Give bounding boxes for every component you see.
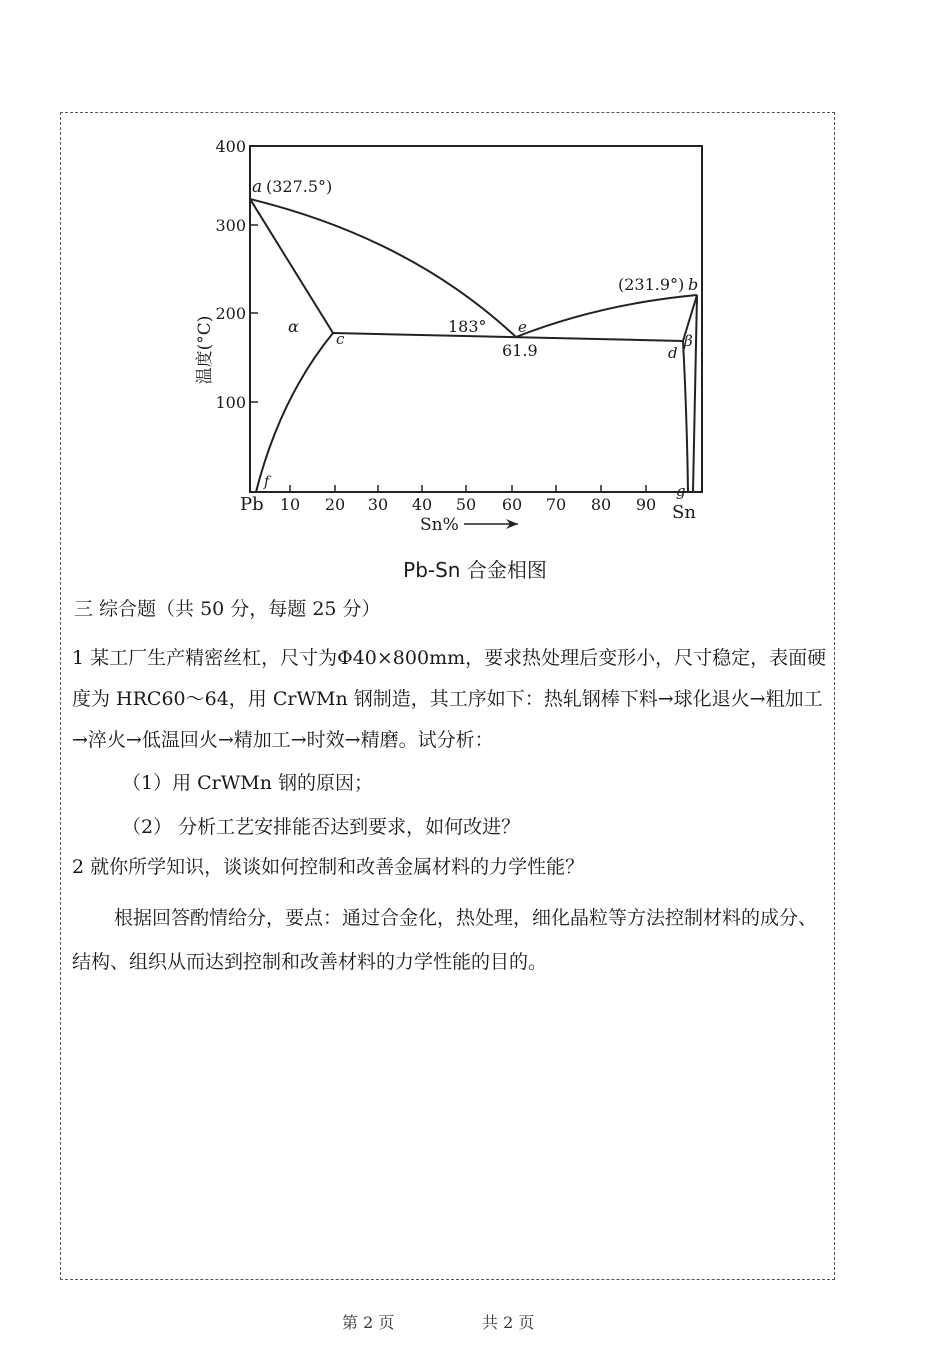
phase-alpha: α <box>288 317 299 336</box>
question-1-sub-1: （1）用 CrWMn 钢的原因； <box>122 772 374 794</box>
x-axis <box>290 485 646 492</box>
x-tick-90: 90 <box>635 495 657 514</box>
x-tick-10: 10 <box>279 495 301 514</box>
phase-boundaries <box>250 199 697 492</box>
x-tick-50: 50 <box>455 495 477 514</box>
answer-paragraph: 根据回答酌情给分，要点：通过合金化，热处理，细化晶粒等方法控制材料的成分、结构、组织从而达到控制和改善材料的力学性能的目的。 <box>72 907 818 973</box>
footer-page-number: 第 2 页 <box>342 1313 395 1332</box>
point-b: b <box>688 275 699 294</box>
x-axis-label: Sn% <box>420 515 459 535</box>
question-1: 1 某工厂生产精密丝杠，尺寸为Φ40×800mm，要求热处理后变形小，尺寸稳定，表面硬度为 HRC60～64，用 CrWMn 钢制造，其工序如下：热轧钢棒下料→球化退火→粗加工→淬火→低温回火→精加工→时效→精磨。试分析： <box>72 647 827 751</box>
point-a-temp: (327.5°) <box>266 177 333 196</box>
pb-sn-phase-diagram <box>180 128 740 548</box>
point-g: g <box>676 482 686 500</box>
point-f: f <box>264 474 270 490</box>
y-axis-label: 温度(°C) <box>195 315 215 385</box>
point-c: c <box>336 330 345 348</box>
eutectic-composition: 61.9 <box>502 341 538 360</box>
question-2: 2 就你所学知识，谈谈如何控制和改善金属材料的力学性能？ <box>72 856 585 878</box>
y-tick-200: 200 <box>215 304 246 323</box>
y-tick-100: 100 <box>215 393 246 412</box>
y-tick-300: 300 <box>215 216 246 235</box>
phase-beta: β <box>684 332 693 350</box>
section-heading: 三 综合题（共 50 分，每题 25 分） <box>74 598 381 620</box>
x-tick-40: 40 <box>411 495 433 514</box>
point-a: a <box>252 177 263 197</box>
x-tick-60: 60 <box>501 495 523 514</box>
x-tick-70: 70 <box>545 495 567 514</box>
x-left-end: Pb <box>240 494 264 515</box>
diagram-caption: Pb-Sn 合金相图 <box>403 558 547 582</box>
x-tick-20: 20 <box>324 495 346 514</box>
point-b-temp: (231.9°) <box>618 275 685 294</box>
eutectic-temperature: 183° <box>448 317 487 336</box>
question-1-sub-2: （2） 分析工艺安排能否达到要求，如何改进？ <box>122 816 521 838</box>
y-tick-400: 400 <box>215 137 246 156</box>
x-tick-80: 80 <box>590 495 612 514</box>
point-d: d <box>668 344 678 362</box>
point-e: e <box>518 318 527 336</box>
x-tick-30: 30 <box>367 495 389 514</box>
x-right-end: Sn <box>672 502 696 523</box>
footer-total-pages: 共 2 页 <box>482 1313 535 1332</box>
